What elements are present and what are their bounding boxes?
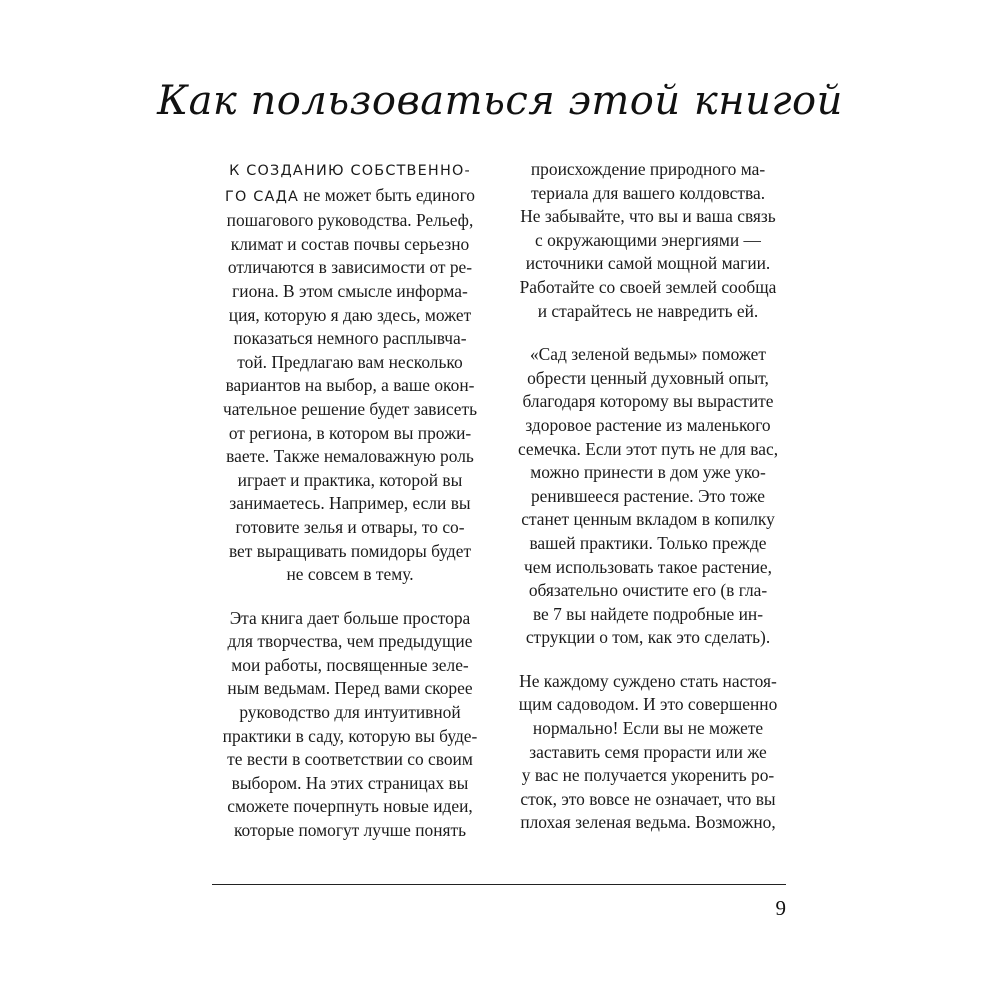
paragraph xyxy=(510,343,786,650)
text-line: обязательно очистите его (в гла- xyxy=(528,580,768,601)
left-column xyxy=(212,158,488,843)
text-line: чем использовать такое растение, xyxy=(523,556,773,577)
paragraph-gap xyxy=(212,587,488,607)
text-line: благодаря которому вы вырастите xyxy=(522,391,774,412)
text-line: Эта книга дает больше простора xyxy=(229,607,471,628)
text-line: отличаются в зависимости от ре- xyxy=(227,257,473,278)
text-line: семечка. Если этот путь не для вас, xyxy=(517,438,779,459)
page-number: 9 xyxy=(775,896,786,920)
text-line: «Сад зеленой ведьмы» поможет xyxy=(529,344,766,365)
text-line: с окружающими энергиями — xyxy=(535,229,761,250)
text-line: те вести в соответствии со своим xyxy=(227,749,473,770)
text-line: станет ценным вкладом в копилку xyxy=(521,509,775,530)
text-line: происхождение природного ма- xyxy=(530,159,766,179)
text-line: Не каждому суждено стать настоя- xyxy=(519,670,777,691)
footer-rule xyxy=(212,884,786,885)
lead-in-smallcaps: К СОЗДАНИЮ СОБСТВЕННО- xyxy=(229,163,471,179)
text-line: ваете. Также немаловажную роль xyxy=(226,446,474,467)
text-fragment: не может быть единого xyxy=(299,184,475,205)
text-line: пошагового руководства. Рельеф, xyxy=(226,210,474,231)
text-line: териала для вашего колдовства. xyxy=(530,182,766,203)
paragraph xyxy=(510,158,786,323)
text-line: Работайте со своей землей сообща xyxy=(519,276,777,297)
text-line: у вас не получается укоренить ро- xyxy=(521,765,775,786)
text-line: ренившееся растение. Это тоже xyxy=(530,485,766,506)
text-line: Не забывайте, что вы и ваша связь xyxy=(520,206,776,227)
text-line xyxy=(212,158,488,184)
paragraph-gap xyxy=(510,650,786,670)
text-line: и старайтесь не навредить ей. xyxy=(537,300,759,321)
text-line: струкции о том, как это сделать). xyxy=(525,627,771,648)
text-line: выбором. На этих страницах вы xyxy=(231,772,469,793)
text-line: чательное решение будет зависеть xyxy=(222,398,477,419)
text-line: для творчества, чем предыдущие xyxy=(227,631,473,652)
page-title: Как пользоваться этой книгой xyxy=(157,78,843,124)
text-line: практики в саду, которую вы буде- xyxy=(222,725,478,746)
text-line: гиона. В этом смысле информа- xyxy=(232,280,468,301)
text-line: мои работы, посвященные зеле- xyxy=(231,654,469,675)
text-line: занимаетесь. Например, если вы xyxy=(229,493,471,514)
paragraph xyxy=(510,670,786,835)
right-column xyxy=(510,158,786,835)
text-line: ция, которую я даю здесь, может xyxy=(228,304,472,325)
lead-in-smallcaps: ГО САДА xyxy=(225,188,300,205)
text-line: играет и практика, которой вы xyxy=(237,469,463,490)
text-line: обрести ценный духовный опыт, xyxy=(527,367,769,388)
text-line: здоровое растение из маленького xyxy=(525,414,771,435)
text-line: нормально! Если вы не можете xyxy=(532,718,764,739)
text-line xyxy=(212,184,488,210)
text-line: плохая зеленая ведьма. Возможно, xyxy=(520,812,776,833)
text-line: вет выращивать помидоры будет xyxy=(228,540,472,561)
text-line: ным ведьмам. Перед вами скорее xyxy=(227,678,473,699)
paragraph xyxy=(212,158,488,587)
text-line: можно принести в дом уже уко- xyxy=(530,462,766,483)
text-line: щим садоводом. И это совершенно xyxy=(518,694,778,715)
text-line: руководство для интуитивной xyxy=(239,702,461,723)
text-line: источники самой мощной магии. xyxy=(525,253,771,274)
paragraph-gap xyxy=(510,323,786,343)
text-line: климат и состав почвы серьезно xyxy=(230,233,470,254)
text-line: которые помогут лучше понять xyxy=(233,820,467,841)
text-line: сток, это вовсе не означает, что вы xyxy=(520,788,776,809)
text-line: не совсем в тему. xyxy=(286,564,414,585)
text-line: готовите зелья и отвары, то со- xyxy=(235,516,465,537)
text-line: вариантов на выбор, а ваше окон- xyxy=(225,375,475,396)
text-line: от региона, в котором вы прожи- xyxy=(228,422,472,443)
text-line: показаться немного расплывча- xyxy=(233,328,467,349)
text-line: той. Предлагаю вам несколько xyxy=(237,351,463,372)
text-line: заставить семя прорасти или же xyxy=(529,741,767,762)
paragraph xyxy=(212,607,488,843)
text-line: сможете почерпнуть новые идеи, xyxy=(227,796,473,817)
text-line: ве 7 вы найдете подробные ин- xyxy=(532,603,764,624)
text-line: вашей практики. Только прежде xyxy=(529,532,767,553)
